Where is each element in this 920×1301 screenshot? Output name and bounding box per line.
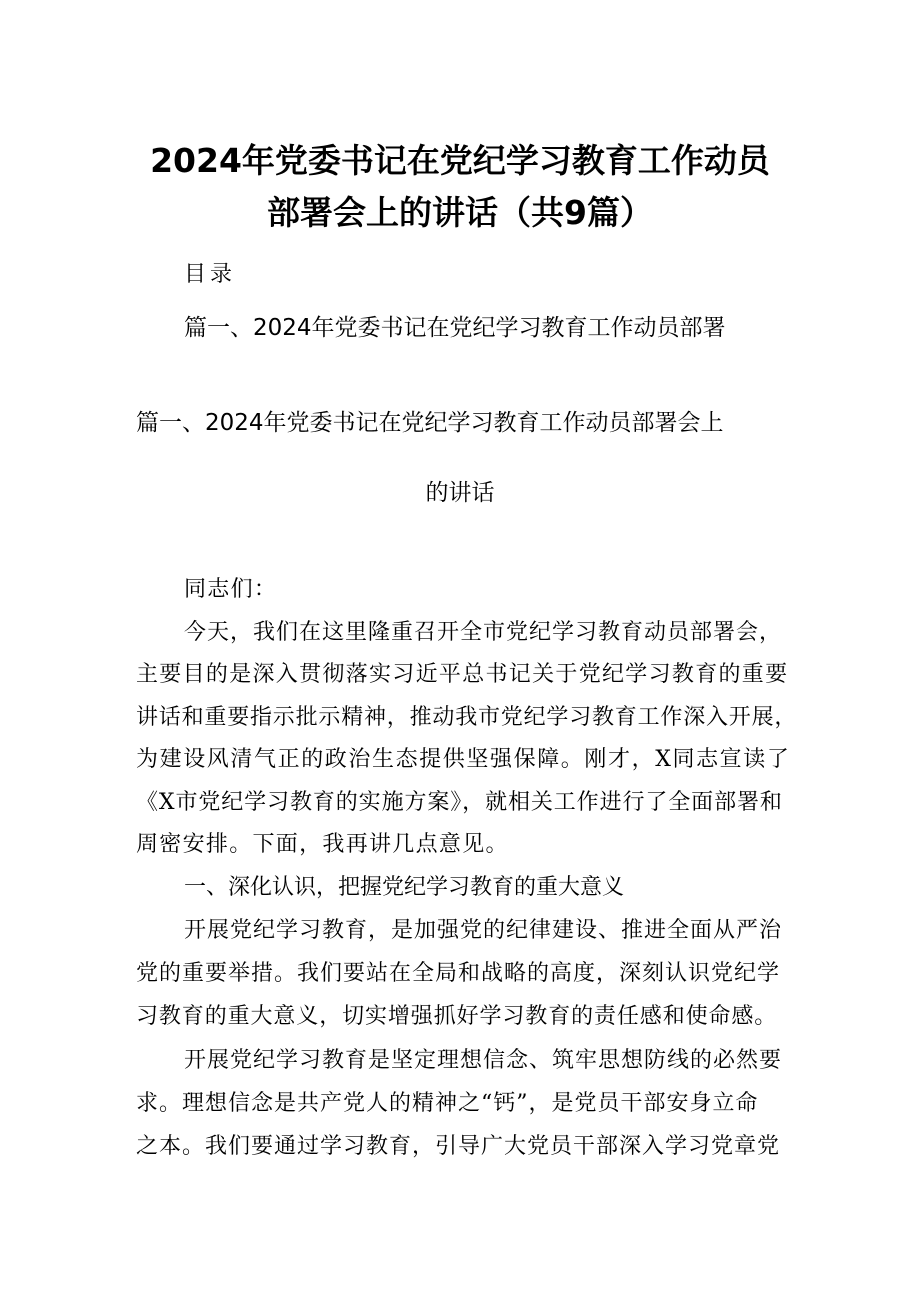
paragraph-line: 主要目的是深入贯彻落实习近平总书记关于党纪学习教育的重要 <box>136 662 789 687</box>
paragraph-line: 之本。我们要通过学习教育，引导广大党员干部深入学习党章党 <box>136 1134 781 1159</box>
section-title-line-2: 的讲话 <box>425 480 495 506</box>
paragraph-line: 《X市党纪学习教育的实施方案》，就相关工作进行了全面部署和 <box>136 790 783 815</box>
paragraph-line: 今天，我们在这里隆重召开全市党纪学习教育动员部署会， <box>184 620 783 645</box>
greeting: 同志们： <box>184 577 278 602</box>
paragraph-line: 讲话和重要指示批示精神，推动我市党纪学习教育工作深入开展， <box>136 705 798 730</box>
paragraph-line: 开展党纪学习教育，是加强党的纪律建设、推进全面从严治 <box>184 918 783 943</box>
toc-item[interactable]: 篇一、2024年党委书记在党纪学习教育工作动员部署 <box>184 315 726 341</box>
paragraph-line: 为建设风清气正的政治生态提供坚强保障。刚才，X同志宣读了 <box>136 747 791 772</box>
section-title-line-1: 篇一、2024年党委书记在党纪学习教育工作动员部署会上 <box>136 410 724 436</box>
paragraph-line: 周密安排。下面，我再讲几点意见。 <box>136 832 509 857</box>
toc-label: 目录 <box>184 262 237 287</box>
paragraph-line: 开展党纪学习教育是坚定理想信念、筑牢思想防线的必然要 <box>184 1048 783 1073</box>
document-title-line-1: 2024年党委书记在党纪学习教育工作动员 <box>150 141 770 180</box>
document-title-line-2: 部署会上的讲话（共9篇） <box>267 193 653 232</box>
paragraph-line: 党的重要举措。我们要站在全局和战略的高度，深刻认识党纪学 <box>136 961 781 986</box>
paragraph-line: 求。理想信念是共产党人的精神之“钙”，是党员干部安身立命 <box>136 1091 759 1116</box>
section-heading: 一、深化认识，把握党纪学习教育的重大意义 <box>184 875 625 900</box>
paragraph-line: 习教育的重大意义，切实增强抓好学习教育的责任感和使命感。 <box>136 1004 778 1029</box>
